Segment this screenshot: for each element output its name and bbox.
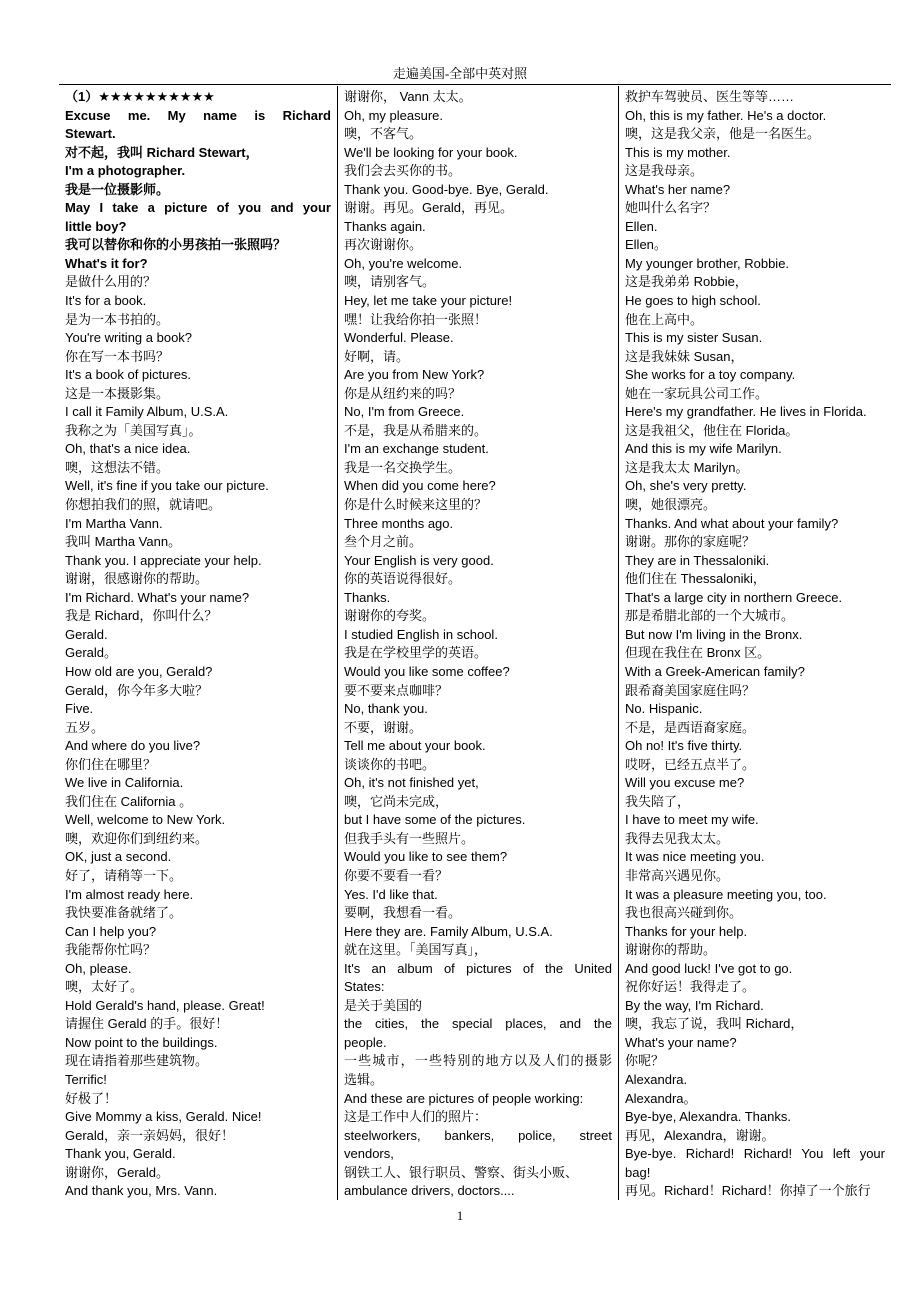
text-line: 我能帮你忙吗？ xyxy=(65,942,157,958)
text-line: 谢谢，很感谢你的帮助。 xyxy=(65,571,209,587)
text-line: Five. xyxy=(65,701,94,717)
text-line: And thank you, Mrs. Vann. xyxy=(65,1183,218,1199)
text-line: bag! xyxy=(625,1164,651,1180)
text-line: I'm almost ready here. xyxy=(65,886,194,902)
text-line: I have to meet my wife. xyxy=(625,812,759,828)
text-line: 是为一本书拍的。 xyxy=(65,311,170,327)
text-line: Your English is very good. xyxy=(344,552,494,568)
text-line: You're writing a book? xyxy=(65,330,193,346)
text-line: 这是我母亲。 xyxy=(625,163,704,179)
text-line: Thanks for your help. xyxy=(625,923,748,939)
text-line: 祝你好运！我得走了。 xyxy=(625,979,756,995)
text-line: Would you like to see them? xyxy=(344,849,508,865)
text-line: Thank you, Gerald. xyxy=(65,1146,176,1162)
text-line: 谢谢你，Gerald。 xyxy=(65,1164,170,1180)
text-line: 我是在学校里学的英语。 xyxy=(344,645,488,661)
text-line: 噢，它尚未完成， xyxy=(344,793,449,809)
text-line: No, I'm from Greece. xyxy=(344,404,465,420)
text-line: 就在这里。「美国写真」， xyxy=(344,942,488,958)
text-line: 救护车驾驶员、医生等等…… xyxy=(625,89,795,104)
text-line: 谢谢你的帮助。 xyxy=(625,942,717,958)
text-line: people. xyxy=(344,1034,387,1050)
text-line: 对不起，我叫 Richard Stewart， xyxy=(65,144,259,160)
text-line: 你的英语说得很好。 xyxy=(344,571,462,587)
text-line: 这是一本摄影集。 xyxy=(65,385,170,401)
text-line: ambulance drivers, doctors.... xyxy=(344,1183,515,1199)
text-line: 我是 Richard，你叫什么？ xyxy=(65,608,218,624)
text-line: 哎呀，已经五点半了。 xyxy=(625,756,756,772)
text-line: They are in Thessaloniki. xyxy=(625,552,770,568)
text-line: 我称之为「美国写真」。 xyxy=(65,422,202,438)
text-line: 你们住在哪里？ xyxy=(65,756,157,772)
text-line: 谈谈你的书吧。 xyxy=(344,756,436,772)
text-line: States: xyxy=(344,979,385,995)
text-line: 那是希腊北部的一个大城市。 xyxy=(625,608,795,624)
text-line: I'm a photographer. xyxy=(65,163,186,179)
text-line: 要啊，我想看一看。 xyxy=(344,905,462,921)
text-line: Yes. I'd like that. xyxy=(344,886,438,902)
text-line: Bye-bye, Alexandra. Thanks. xyxy=(625,1109,791,1125)
text-line: little boy? xyxy=(65,218,127,234)
text-line: 我也很高兴碰到你。 xyxy=(625,905,743,921)
text-line: It's a book of pictures. xyxy=(65,367,192,383)
text-line: Gerald，亲一亲妈妈，很好！ xyxy=(65,1127,235,1143)
text-line: Ellen。 xyxy=(625,237,667,253)
text-line: 不是，我是从希腊来的。 xyxy=(344,422,488,438)
text-line: 这是我弟弟 Robbie， xyxy=(625,274,748,290)
text-line: It was nice meeting you. xyxy=(625,849,765,865)
text-line: 再见。Richard！Richard！你掉了一个旅行 xyxy=(625,1183,871,1199)
text-line: Give Mommy a kiss, Gerald. Nice! xyxy=(65,1109,262,1125)
text-line: 这是工作中人们的照片： xyxy=(344,1109,488,1125)
text-line: Gerald，你今年多大啦？ xyxy=(65,682,209,698)
text-line: 噢，她很漂亮。 xyxy=(625,497,717,513)
text-line: I'm an exchange student. xyxy=(344,441,489,457)
text-line: 谢谢。那你的家庭呢？ xyxy=(625,534,756,550)
text-line: Wonderful. Please. xyxy=(344,330,454,346)
text-line: I'm Martha Vann. xyxy=(65,515,163,531)
text-line: 这是我妹妹 Susan， xyxy=(625,348,744,364)
text-line: 钢铁工人、银行职员、警察、街头小贩、 xyxy=(344,1164,579,1180)
text-line: No, thank you. xyxy=(344,701,428,717)
text-line: 噢，这是我父亲，他是一名医生。 xyxy=(625,126,821,142)
text-line: Stewart. xyxy=(65,126,116,142)
text-line: And where do you live? xyxy=(65,738,201,754)
text-line: Hold Gerald's hand, please. Great! xyxy=(65,997,265,1013)
text-line: Three months ago. xyxy=(344,515,454,531)
text-line: 再见，Alexandra，谢谢。 xyxy=(625,1127,775,1143)
text-line: May I take a picture of you and your xyxy=(65,200,331,216)
header-rule xyxy=(59,84,891,85)
text-line: 谢谢你的夸奖。 xyxy=(344,608,436,624)
text-line: 我们住在 California 。 xyxy=(65,793,193,809)
column-middle xyxy=(338,86,619,1200)
text-line: （1）★★★★★★★★★★ xyxy=(65,89,215,104)
text-line: vendors, xyxy=(344,1146,394,1162)
text-line: I'm Richard. What's your name? xyxy=(65,589,250,605)
text-line: Now point to the buildings. xyxy=(65,1034,218,1050)
text-line: 这是我太太 Marilyn。 xyxy=(625,459,749,475)
column-left xyxy=(59,86,338,1200)
text-line: 噢，欢迎你们到纽约来。 xyxy=(65,830,209,846)
text-line: 现在请指着那些建筑物。 xyxy=(65,1053,209,1069)
text-line: 不是，是西语裔家庭。 xyxy=(625,719,756,735)
text-line: Would you like some coffee? xyxy=(344,663,510,679)
text-line: We'll be looking for your book. xyxy=(344,144,518,160)
text-line: Alexandra。 xyxy=(625,1090,697,1106)
text-line: I studied English in school. xyxy=(344,626,498,642)
text-line: 好极了！ xyxy=(65,1090,118,1106)
text-line: 你是什么时候来这里的？ xyxy=(344,497,488,513)
text-line: 不要，谢谢。 xyxy=(344,719,423,735)
text-line: How old are you, Gerald? xyxy=(65,663,213,679)
text-line: He goes to high school. xyxy=(625,293,761,309)
text-line: What's your name? xyxy=(625,1034,737,1050)
text-line: 但我手头有一些照片。 xyxy=(344,830,475,846)
text-line: Thanks again. xyxy=(344,218,426,234)
text-line: 是关于美国的 xyxy=(344,997,423,1013)
text-line: Thanks. And what about your family? xyxy=(625,515,839,531)
text-line: Alexandra. xyxy=(625,1071,688,1087)
text-line: Oh no! It's five thirty. xyxy=(625,738,743,754)
text-line: 选辑。 xyxy=(344,1071,384,1087)
text-line: 谢谢你， Vann 太太。 xyxy=(344,89,472,104)
text-line: but I have some of the pictures. xyxy=(344,812,526,828)
text-line: Bye-bye. Richard! Richard! You left your xyxy=(625,1146,885,1162)
text-line: 噢，请别客气。 xyxy=(344,274,436,290)
text-line: Can I help you? xyxy=(65,923,157,939)
text-line: My younger brother, Robbie. xyxy=(625,255,790,271)
text-line: 噢，太好了。 xyxy=(65,979,144,995)
text-line: 他在上高中。 xyxy=(625,311,704,327)
text-line: That's a large city in northern Greece. xyxy=(625,589,843,605)
text-line: Thank you. Good-bye. Bye, Gerald. xyxy=(344,181,549,197)
text-line: Well, it's fine if you take our picture. xyxy=(65,478,269,494)
text-line: 好啊，请。 xyxy=(344,348,410,364)
text-line: steelworkers, bankers, police, street xyxy=(344,1127,612,1143)
text-line: This is my sister Susan. xyxy=(625,330,763,346)
text-line: 要不要来点咖啡？ xyxy=(344,682,449,698)
text-line: And this is my wife Marilyn. xyxy=(625,441,782,457)
text-line: It was a pleasure meeting you, too. xyxy=(625,886,827,902)
text-line: Oh, please. xyxy=(65,960,132,976)
text-line: 你要不要看一看？ xyxy=(344,867,449,883)
text-line: Oh, my pleasure. xyxy=(344,107,443,123)
text-line: 谢谢。再见。Gerald，再见。 xyxy=(344,200,514,216)
text-line: 你是从纽约来的吗？ xyxy=(344,385,462,401)
text-line: 嘿！让我给你拍一张照！ xyxy=(344,311,488,327)
text-line: Oh, this is my father. He's a doctor. xyxy=(625,107,827,123)
text-line: Hey, let me take your picture! xyxy=(344,293,513,309)
text-line: 我们会去买你的书。 xyxy=(344,163,462,179)
text-line: OK, just a second. xyxy=(65,849,172,865)
text-line: 噢，我忘了说，我叫 Richard， xyxy=(625,1016,804,1032)
text-line: 是做什么用的？ xyxy=(65,274,157,290)
text-line: Thank you. I appreciate your help. xyxy=(65,552,262,568)
text-line: Ellen. xyxy=(625,218,658,234)
text-line: What's it for? xyxy=(65,255,148,271)
text-line: Gerald。 xyxy=(65,645,118,661)
text-line: Excuse me. My name is Richard xyxy=(65,107,331,123)
text-line: Here's my grandfather. He lives in Florida. xyxy=(625,404,867,420)
text-line: 五岁。 xyxy=(65,719,105,735)
page-header-title: 走遍美国-全部中英对照 xyxy=(392,66,528,81)
text-line: But now I'm living in the Bronx. xyxy=(625,626,803,642)
text-line: It's for a book. xyxy=(65,293,147,309)
text-line: 她在一家玩具公司工作。 xyxy=(625,385,769,401)
text-line: And these are pictures of people working: xyxy=(344,1090,584,1106)
text-line: 我叫 Martha Vann。 xyxy=(65,534,182,550)
page-number: 1 xyxy=(456,1208,464,1223)
text-line: 这是我祖父，他住在 Florida。 xyxy=(625,422,799,438)
text-line: Here they are. Family Album, U.S.A. xyxy=(344,923,553,939)
text-line: 跟希裔美国家庭住吗？ xyxy=(625,682,756,698)
text-line: the cities, the special places, and the xyxy=(344,1016,612,1032)
text-line: Oh, you're welcome. xyxy=(344,255,463,271)
text-line: It's an album of pictures of the United xyxy=(344,960,612,976)
text-line: 噢，这想法不错。 xyxy=(65,459,170,475)
text-line: With a Greek-American family? xyxy=(625,663,805,679)
text-line: 噢，不客气。 xyxy=(344,126,423,142)
text-line: Gerald. xyxy=(65,626,108,642)
text-line: 非常高兴遇见你。 xyxy=(625,867,730,883)
text-line: 一些城市，一些特别的地方以及人们的摄影 xyxy=(344,1053,612,1069)
text-line: 我失陪了， xyxy=(625,793,691,809)
text-line: Will you excuse me? xyxy=(625,775,745,791)
text-line: 你呢？ xyxy=(625,1053,665,1069)
text-line: What's her name? xyxy=(625,181,731,197)
text-line: 她叫什么名字？ xyxy=(625,200,717,216)
text-line: Thanks. xyxy=(344,589,391,605)
text-line: 请握住 Gerald 的手。很好！ xyxy=(65,1016,229,1032)
text-line: 但现在我住在 Bronx 区。 xyxy=(625,645,771,661)
text-line: 我快要准备就绪了。 xyxy=(65,905,183,921)
text-line: 他们住在 Thessaloniki， xyxy=(625,571,766,587)
text-table xyxy=(59,86,891,1200)
text-line: I call it Family Album, U.S.A. xyxy=(65,404,229,420)
text-line: Oh, that's a nice idea. xyxy=(65,441,191,457)
text-line: 你想拍我们的照，就请吧。 xyxy=(65,497,222,513)
text-line: By the way, I'm Richard. xyxy=(625,997,764,1013)
text-line: Tell me about your book. xyxy=(344,738,486,754)
text-line: 我得去见我太太。 xyxy=(625,830,730,846)
text-line: 你在写一本书吗？ xyxy=(65,348,170,364)
text-line: This is my mother. xyxy=(625,144,731,160)
column-right xyxy=(619,86,891,1200)
text-line: Oh, it's not finished yet, xyxy=(344,775,479,791)
text-line: 我是一位摄影师。 xyxy=(65,181,170,197)
text-line: 好了，请稍等一下。 xyxy=(65,867,183,883)
text-line: Well, welcome to New York. xyxy=(65,812,226,828)
text-line: 我可以替你和你的小男孩拍一张照吗？ xyxy=(65,237,287,253)
text-line: And good luck! I've got to go. xyxy=(625,960,793,976)
text-line: Oh, she's very pretty. xyxy=(625,478,747,494)
text-line: 叁个月之前。 xyxy=(344,534,423,550)
text-line: Are you from New York? xyxy=(344,367,485,383)
text-line: We live in California. xyxy=(65,775,184,791)
text-line: She works for a toy company. xyxy=(625,367,796,383)
text-line: 再次谢谢你。 xyxy=(344,237,423,253)
text-line: No. Hispanic. xyxy=(625,701,703,717)
text-line: When did you come here? xyxy=(344,478,496,494)
text-line: 我是一名交换学生。 xyxy=(344,459,462,475)
text-line: Terrific! xyxy=(65,1071,107,1087)
